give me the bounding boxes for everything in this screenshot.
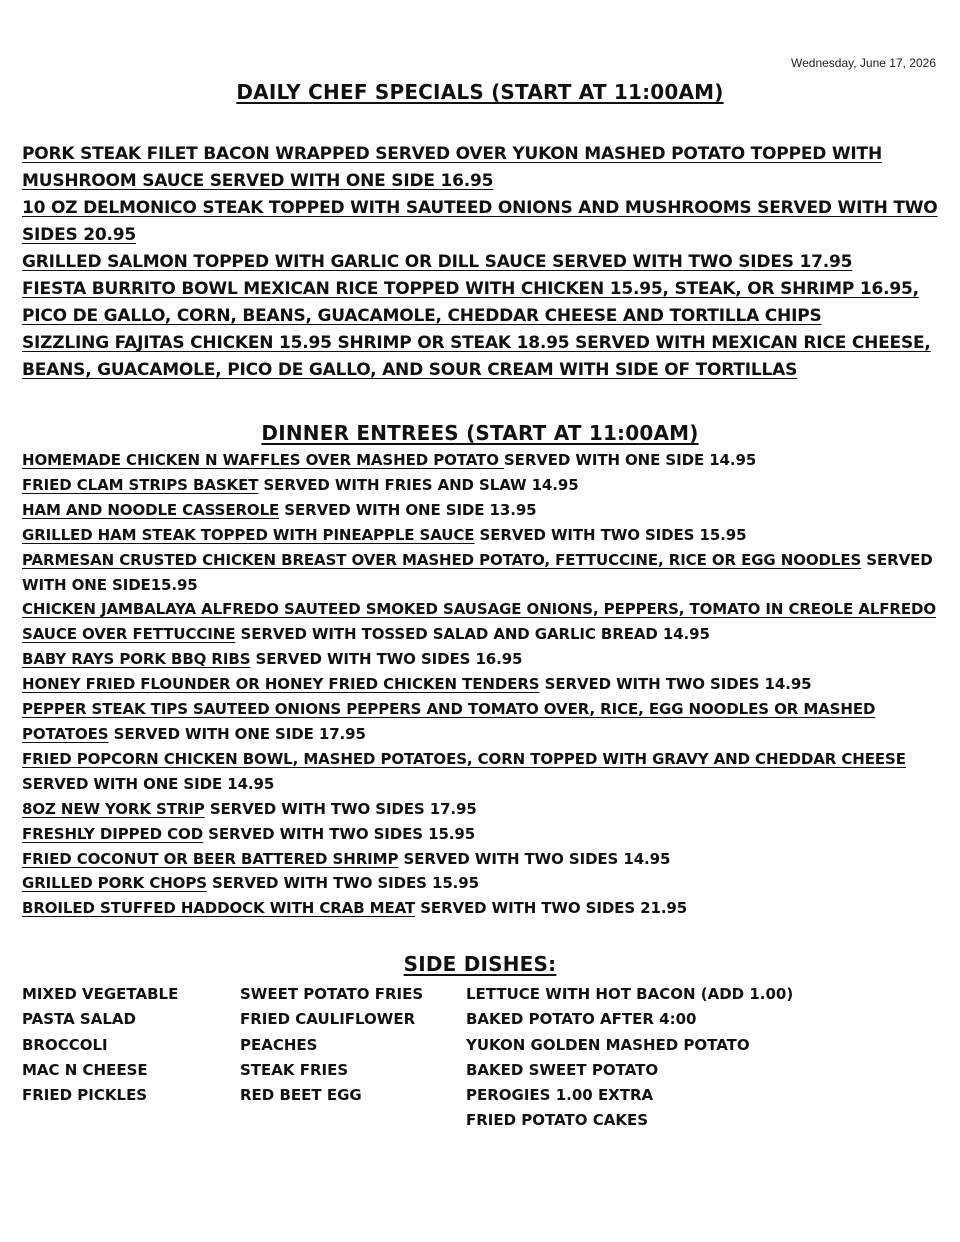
entree-desc: SERVED WITH TWO SIDES 15.95 <box>206 874 479 893</box>
entree-name: BROILED STUFFED HADDOCK WITH CRAB MEAT <box>22 899 416 918</box>
entree-name: 8OZ NEW YORK STRIP <box>22 799 205 818</box>
entree-item <box>22 597 942 647</box>
entrees-heading: DINNER ENTREES (START AT 11:00AM) <box>261 421 699 445</box>
sides-column-1 <box>22 982 178 1108</box>
entree-desc: SERVED WITH ONE SIDE 13.95 <box>279 500 537 519</box>
entree-name: FRIED COCONUT OR BEER BATTERED SHRIMP <box>22 849 399 868</box>
side-item: RED BEET EGG <box>240 1086 362 1105</box>
side-item: SWEET POTATO FRIES <box>240 985 424 1003</box>
entree-name: FRIED POPCORN CHICKEN BOWL, MASHED POTATOES, CORN TOPPED WITH GRAVY AND CHEDDAR CHEESE <box>22 749 906 768</box>
entree-name: BABY RAYS PORK BBQ RIBS <box>22 650 251 669</box>
side-item: MIXED VEGETABLE <box>22 985 179 1003</box>
side-item: FRIED POTATO CAKES <box>466 1111 649 1130</box>
entree-name: HAM AND NOODLE CASSEROLE <box>22 500 280 519</box>
entree-name: HONEY FRIED FLOUNDER OR HONEY FRIED CHICKEN TENDERS <box>22 675 540 694</box>
entree-desc: SERVED WITH TWO SIDES 16.95 <box>250 650 523 669</box>
entree-item <box>22 473 942 498</box>
entree-item <box>22 548 942 598</box>
entree-desc: SERVED WITH TWO SIDES 15.95 <box>203 824 476 843</box>
special-item: GRILLED SALMON TOPPED WITH GARLIC OR DILL SAUCE SERVED WITH TWO SIDES 17.95 <box>22 252 853 272</box>
side-item: PASTA SALAD <box>22 1010 136 1029</box>
side-item: BROCCOLI <box>22 1035 108 1054</box>
entree-desc: SERVED WITH FRIES AND SLAW 14.95 <box>258 475 579 494</box>
side-item: LETTUCE WITH HOT BACON (ADD 1.00) <box>466 985 794 1003</box>
entree-desc: SERVED WITH TWO SIDES 17.95 <box>204 799 477 818</box>
entree-desc: SERVED WITH ONE SIDE 17.95 <box>108 724 366 743</box>
entree-desc: SERVED WITH ONE SIDE15.95 <box>22 550 933 594</box>
special-item: SIZZLING FAJITAS CHICKEN 15.95 SHRIMP OR STEAK 18.95 SERVED WITH MEXICAN RICE CHEESE, BEANS, GUACAMOLE, PICO DE GALLO, AND SOUR CREAM WITH SIDE OF TORTILLAS <box>22 333 931 380</box>
entree-desc: SERVED WITH TWO SIDES 21.95 <box>415 899 688 918</box>
entree-desc: SERVED WITH ONE SIDE 14.95 <box>503 451 757 469</box>
side-item: BAKED POTATO AFTER 4:00 <box>466 1010 697 1029</box>
entree-item <box>22 498 942 523</box>
entree-item <box>22 697 942 747</box>
entree-name: FRIED CLAM STRIPS BASKET <box>22 475 259 494</box>
entrees-list <box>22 448 942 921</box>
entree-desc: SERVED WITH ONE SIDE 14.95 <box>22 774 275 793</box>
sides-heading: SIDE DISHES: <box>403 952 557 976</box>
side-item: MAC N CHEESE <box>22 1060 148 1079</box>
side-item: STEAK FRIES <box>240 1060 349 1079</box>
entree-item <box>22 672 942 697</box>
entree-desc: SERVED WITH TOSSED SALAD AND GARLIC BREAD 14.95 <box>235 625 710 644</box>
entree-name: PARMESAN CRUSTED CHICKEN BREAST OVER MASHED POTATO, FETTUCCINE, RICE OR EGG NOODLES <box>22 550 862 569</box>
entree-item <box>22 871 942 896</box>
entree-item <box>22 896 942 921</box>
sides-column-3 <box>466 982 793 1134</box>
entree-item <box>22 747 942 797</box>
side-item: BAKED SWEET POTATO <box>466 1060 659 1079</box>
entree-desc: SERVED WITH TWO SIDES 15.95 <box>474 525 747 544</box>
entree-name: CHICKEN JAMBALAYA ALFREDO SAUTEED SMOKED SAUSAGE ONIONS, PEPPERS, TOMATO IN CREOLE ALFREDO SAUCE OVER FETTUCCINE <box>22 600 937 644</box>
special-item: 10 OZ DELMONICO STEAK TOPPED WITH SAUTEED ONIONS AND MUSHROOMS SERVED WITH TWO SIDES 20.95 <box>22 198 938 245</box>
entree-item <box>22 448 942 473</box>
entree-item <box>22 523 942 548</box>
entree-desc: SERVED WITH TWO SIDES 14.95 <box>539 675 812 694</box>
entree-desc: SERVED WITH TWO SIDES 14.95 <box>398 849 671 868</box>
special-item: PORK STEAK FILET BACON WRAPPED SERVED OVER YUKON MASHED POTATO TOPPED WITH MUSHROOM SAUCE SERVED WITH ONE SIDE 16.95 <box>22 144 882 191</box>
specials-heading: DAILY CHEF SPECIALS (START AT 11:00AM) <box>236 80 724 104</box>
side-item: PEROGIES 1.00 EXTRA <box>466 1086 654 1105</box>
side-item: FRIED PICKLES <box>22 1086 148 1105</box>
entree-item <box>22 797 942 822</box>
entree-name: GRILLED HAM STEAK TOPPED WITH PINEAPPLE SAUCE <box>22 525 475 544</box>
entree-name: GRILLED PORK CHOPS <box>22 874 207 893</box>
entree-item <box>22 822 942 847</box>
print-date: Wednesday, June 17, 2026 <box>791 56 936 70</box>
entree-name: PEPPER STEAK TIPS SAUTEED ONIONS PEPPERS AND TOMATO OVER, RICE, EGG NOODLES OR MASHED POTATOES <box>22 700 876 743</box>
entree-name: FRESHLY DIPPED COD <box>22 824 204 843</box>
entree-item <box>22 647 942 672</box>
side-item: FRIED CAULIFLOWER <box>240 1010 416 1029</box>
sides-column-2 <box>240 982 423 1108</box>
special-item: FIESTA BURRITO BOWL MEXICAN RICE TOPPED WITH CHICKEN 15.95, STEAK, OR SHRIMP 16.95, PICO DE GALLO, CORN, BEANS, GUACAMOLE, CHEDDAR CHEESE AND TORTILLA CHIPS <box>22 279 919 326</box>
specials-list <box>22 141 942 384</box>
side-item: YUKON GOLDEN MASHED POTATO <box>466 1035 750 1054</box>
entree-item <box>22 847 942 872</box>
side-item: PEACHES <box>240 1035 318 1054</box>
entree-name: HOMEMADE CHICKEN N WAFFLES OVER MASHED POTATO <box>22 451 504 469</box>
